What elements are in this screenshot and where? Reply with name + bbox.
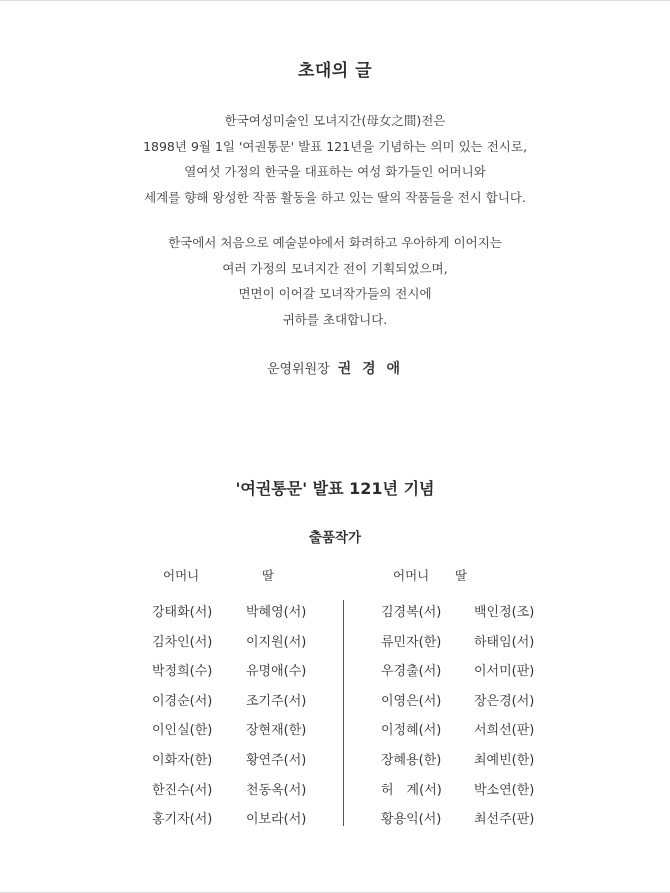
left-mother-name: 박정희(수) bbox=[152, 664, 213, 680]
left-mother-name: 김차인(서) bbox=[152, 634, 213, 650]
artist-row bbox=[0, 690, 670, 720]
right-daughter-name: 서희선(판) bbox=[474, 723, 535, 739]
artist-list bbox=[0, 601, 670, 838]
paragraph-line: 한국에서 처음으로 예술분야에서 화려하고 우아하게 이어지는 bbox=[168, 235, 502, 250]
right-mother-name: 이정혜(서) bbox=[381, 723, 442, 739]
left-mother-name: 이화자(한) bbox=[152, 752, 213, 768]
right-mother-name: 허 계(서) bbox=[381, 782, 442, 798]
right-daughter-name: 최선주(판) bbox=[474, 812, 535, 828]
left-daughter-name: 장현재(한) bbox=[246, 723, 307, 739]
left-mother-name: 이인실(한) bbox=[152, 723, 213, 739]
header-right-mother: 어머니 bbox=[393, 568, 430, 583]
right-daughter-name: 최예빈(한) bbox=[474, 752, 535, 768]
artist-row bbox=[0, 779, 670, 809]
left-mother-name: 이경순(서) bbox=[152, 693, 213, 709]
header-left-daughter: 딸 bbox=[262, 568, 275, 583]
artist-row bbox=[0, 719, 670, 749]
right-mother-name: 김경복(서) bbox=[381, 605, 442, 620]
paragraph-line: 여러 가정의 모녀지간 전이 기획되었으며, bbox=[222, 260, 448, 276]
invitation-title: 초대의 글 bbox=[297, 61, 373, 81]
left-daughter-name: 이지원(서) bbox=[246, 634, 307, 650]
artist-row bbox=[0, 601, 670, 631]
right-daughter-name: 백인정(조) bbox=[474, 605, 535, 620]
header-right-daughter: 딸 bbox=[455, 568, 468, 583]
top-border bbox=[0, 0, 670, 1]
left-daughter-name: 조기주(서) bbox=[246, 693, 307, 709]
exhibition-title: '여권통문' 발표 121년 기념 bbox=[235, 479, 435, 498]
left-daughter-name: 황연주(서) bbox=[246, 752, 307, 768]
paragraph-line: 면면이 이어갈 모녀작가들의 전시에 bbox=[238, 286, 432, 302]
artist-row bbox=[0, 808, 670, 838]
left-daughter-name: 이보라(서) bbox=[246, 812, 307, 828]
left-daughter-name: 유명애(수) bbox=[246, 664, 307, 680]
left-mother-name: 홍기자(서) bbox=[152, 812, 213, 828]
signature bbox=[0, 358, 670, 378]
right-mother-name: 이영은(서) bbox=[381, 693, 442, 709]
right-daughter-name: 박소연(한) bbox=[474, 782, 535, 798]
right-daughter-name: 장은경(서) bbox=[474, 693, 535, 709]
signature-name: 권 경 애 bbox=[337, 361, 404, 377]
paragraph-line: 1898년 9월 1일 '여권통문' 발표 121년을 기념하는 의미 있는 전시로, bbox=[143, 138, 527, 154]
invitation-paragraph-2 bbox=[0, 230, 670, 333]
left-mother-name: 강태화(서) bbox=[152, 605, 213, 620]
right-mother-name: 류민자(한) bbox=[381, 634, 442, 650]
right-daughter-name: 이서미(판) bbox=[474, 664, 535, 680]
artist-row bbox=[0, 749, 670, 779]
signature-role: 운영위원장 bbox=[266, 362, 330, 377]
invitation-paragraph-1 bbox=[0, 108, 670, 211]
paragraph-line: 열여섯 가정의 한국을 대표하는 여성 화가들인 어머니와 bbox=[184, 164, 486, 180]
exhibition-subtitle: 출품작가 bbox=[308, 530, 362, 546]
paragraph-line: 세계를 향해 왕성한 작품 활동을 하고 있는 딸의 작품들을 전시 합니다. bbox=[144, 190, 526, 206]
artist-row bbox=[0, 631, 670, 661]
left-daughter-name: 박혜영(서) bbox=[246, 605, 307, 620]
right-mother-name: 장혜용(한) bbox=[381, 752, 442, 768]
paragraph-line: 귀하를 초대합니다. bbox=[282, 312, 388, 328]
right-mother-name: 우경출(서) bbox=[381, 664, 442, 680]
header-left-mother: 어머니 bbox=[163, 568, 200, 583]
left-mother-name: 한진수(서) bbox=[152, 782, 213, 798]
right-mother-name: 황용익(서) bbox=[381, 812, 442, 828]
paragraph-line: 한국여성미술인 모녀지간(母女之間)전은 bbox=[224, 113, 446, 128]
left-daughter-name: 천동옥(서) bbox=[246, 782, 307, 798]
right-daughter-name: 하태임(서) bbox=[474, 634, 535, 650]
artist-row bbox=[0, 660, 670, 690]
